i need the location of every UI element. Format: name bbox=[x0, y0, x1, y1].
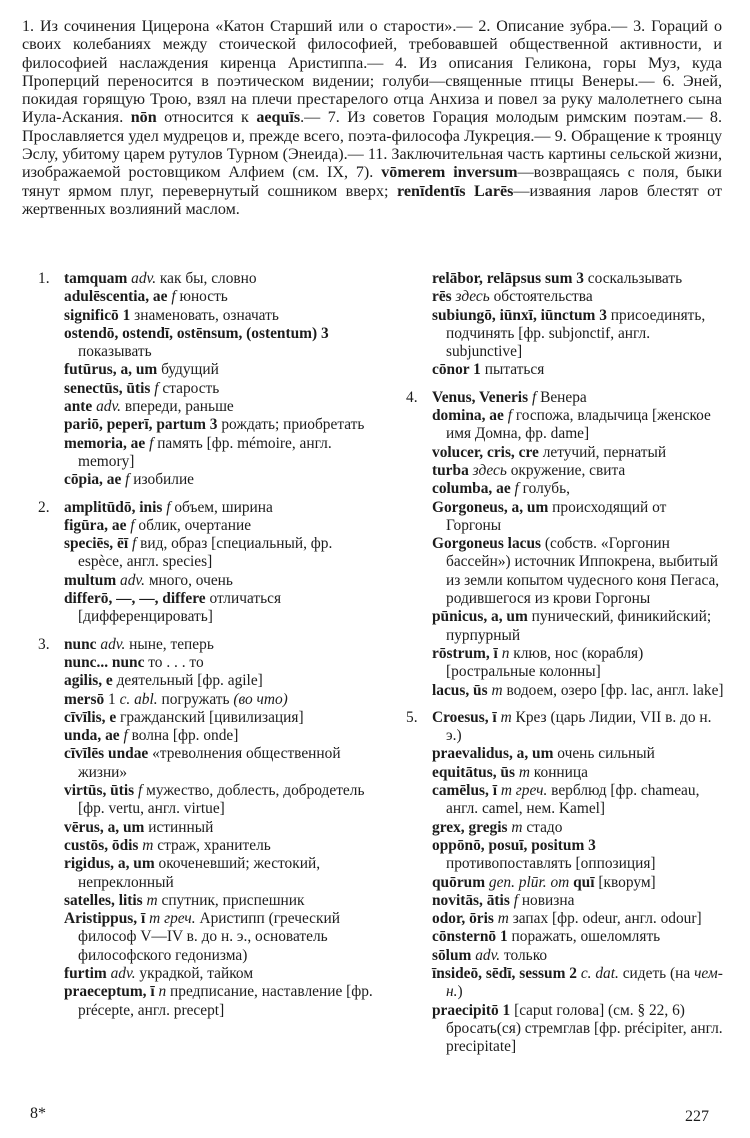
vocabulary-entry: oppōnō, posuī, positum 3 противопоставлять [оппозиция] bbox=[432, 836, 656, 873]
vocabulary-entry: memoria, ae f память [фр. mémoire, англ. memory] bbox=[64, 434, 332, 470]
signature-mark: 8* bbox=[30, 1105, 46, 1122]
vocabulary-entry: multum adv. много, очень bbox=[64, 571, 233, 589]
section-gap bbox=[30, 627, 375, 636]
section-number: 3. bbox=[38, 635, 50, 653]
vocabulary-entry: Venus, Veneris f Венера bbox=[432, 388, 587, 406]
vocabulary-entry: ante adv. впереди, раньше bbox=[64, 398, 234, 416]
section-gap bbox=[30, 490, 375, 499]
vocabulary-entry: rēs здесь обстоятельства bbox=[432, 288, 593, 306]
vocabulary-entry: differō, —, —, differe отличаться [дифференцировать] bbox=[64, 590, 282, 626]
vocabulary-entry: rōstrum, ī n клюв, нос (корабля) [ростральные колонны] bbox=[432, 644, 644, 681]
vocabulary-entry: cīvīlis, e гражданский [цивилизация] bbox=[64, 708, 304, 726]
section-number: 4. bbox=[406, 388, 418, 406]
vocabulary-section bbox=[398, 389, 725, 700]
vocabulary-entry: satelles, litis m спутник, приспешник bbox=[64, 891, 305, 909]
vocabulary-entry: adulēscentia, ae f юность bbox=[64, 288, 228, 306]
section-number: 1. bbox=[38, 270, 50, 287]
vocabulary-entry: praeceptum, ī n предписание, наставление [фр. précepte, англ. precept] bbox=[64, 983, 373, 1019]
vocabulary-entry: odor, ōris m запах [фр. odeur, англ. odour] bbox=[432, 910, 702, 928]
vocabulary-entry: mersō 1 c. abl. погружать (во что) bbox=[64, 690, 288, 708]
vocabulary-entry: unda, ae f волна [фр. onde] bbox=[64, 727, 239, 745]
vocabulary-entry: speciēs, ēī f вид, образ [специальный, фр. espèce, англ. species] bbox=[64, 535, 333, 571]
vocabulary-entry: furtim adv. украдкой, тайком bbox=[64, 964, 254, 982]
vocabulary-section bbox=[398, 709, 725, 1057]
vocabulary-entry: futūrus, a, um будущий bbox=[64, 361, 219, 379]
vocabulary-entry: domina, ae f госпожа, владычица [женское имя Домна, фр. dame] bbox=[432, 407, 711, 443]
vocabulary-entry: cōnor 1 пытаться bbox=[432, 361, 545, 379]
vocabulary-entry: vērus, a, um истинный bbox=[64, 818, 214, 836]
vocabulary-entry: praecipitō 1 [caput голова] (см. § 22, 6) бросать(ся) стремглав [фр. précipiter, англ. precipitate] bbox=[432, 1001, 723, 1056]
vocabulary-entry: ostendō, ostendī, ostēnsum, (ostentum) 3 показывать bbox=[64, 324, 329, 361]
vocabulary-entry: sōlum adv. только bbox=[432, 946, 548, 964]
vocabulary-entry: quōrum gen. plūr. om quī [кворум] bbox=[432, 873, 656, 891]
intro-paragraph: 1. Из сочинения Цицерона «Катон Старший или о старости».— 2. Описание зубра.— 3. Гораций о своих колебаниях между стоической философией, требовавшей общественной активности, и философией наслаждения киренца Аристиппа.— 4. Из описания Геликона, горы Муз, куда Проперций переносится в поэтическом видении; голуби—священные птицы Венеры.— 6. Эней, покидая горящую Трою, взял на плечи престарелого отца Анхиза и повел за руку малолетнего сына Иула-Аскания. nōn относится к aequīs.— 7. Из советов Горация молодым римским поэтам.— 8. Прославляется удел мудрецов и, прежде всего, поэта-философа Лукреция.— 9. Обращение к троянцу Эслу, убитому царем рутулов Турном (Энеида).— 11. Заключительная часть картины сельской жизни, изображаемой ростовщиком Алфием (см. IX, 7). vōmerem inversum—возвращаясь с поля, быки тянут ярмом плуг, перевернутый сошником вверх; renīdentīs Larēs—изваяния ларов блестят от жертвенных возлияний маслом. bbox=[22, 18, 722, 218]
vocabulary-entry: significō 1 знаменовать, означать bbox=[64, 306, 279, 324]
section-gap bbox=[398, 380, 725, 389]
vocabulary-section bbox=[30, 270, 375, 490]
vocabulary-entry: novitās, ātis f новизна bbox=[432, 891, 575, 909]
vocabulary-section bbox=[30, 636, 375, 1020]
vocabulary-entry: figūra, ae f облик, очертание bbox=[64, 516, 252, 534]
section-gap bbox=[398, 700, 725, 709]
vocabulary-entry: senectūs, ūtis f старость bbox=[64, 379, 220, 397]
vocabulary-entry: praevalidus, a, um очень сильный bbox=[432, 745, 655, 763]
vocabulary-entry: nunc adv. ныне, теперь bbox=[64, 635, 214, 653]
page-number: 227 bbox=[685, 1108, 709, 1125]
vocabulary-entry: equitātus, ūs m конница bbox=[432, 763, 588, 781]
vocabulary-entry: tamquam adv. как бы, словно bbox=[64, 270, 257, 287]
vocabulary-entry: īnsideō, sēdī, sessum 2 c. dat. сидеть (на чем-н.) bbox=[432, 964, 723, 1001]
vocabulary-entry: nunc... nunc то . . . то bbox=[64, 653, 204, 671]
vocabulary-entry: pūnicus, a, um пунический, финикийский; пурпурный bbox=[432, 608, 712, 644]
section-number: 5. bbox=[406, 708, 418, 726]
vocabulary-entry: virtūs, ūtis f мужество, доблесть, добродетель [фр. vertu, англ. virtue] bbox=[64, 782, 365, 818]
vocabulary-entry: Croesus, ī m Крез (царь Лидии, VII в. до н. э.) bbox=[432, 708, 712, 745]
vocabulary-entry: turba здесь окружение, свита bbox=[432, 461, 626, 479]
vocabulary-entry: lacus, ūs m водоем, озеро [фр. lac, англ. lake] bbox=[432, 681, 724, 699]
vocabulary-entry: columba, ae f голубь, bbox=[432, 480, 570, 498]
vocabulary-entry: volucer, cris, cre летучий, пернатый bbox=[432, 443, 667, 461]
vocabulary-entry: custōs, ōdis m страж, хранитель bbox=[64, 836, 271, 854]
vocabulary-entry: subiungō, iūnxī, iūnctum 3 присоединять, подчинять [фр. subjonctif, англ. subjunctive] bbox=[432, 306, 706, 361]
section-number: 2. bbox=[38, 498, 50, 516]
vocabulary-column-left bbox=[30, 270, 375, 1020]
vocabulary-entry: cōpia, ae f изобилие bbox=[64, 471, 195, 489]
vocabulary-entry: agilis, e деятельный [фр. agile] bbox=[64, 672, 263, 690]
vocabulary-entry: amplitūdō, inis f объем, ширина bbox=[64, 498, 273, 516]
vocabulary-entry: camēlus, ī m греч. верблюд [фр. chameau, англ. camel, нем. Kamel] bbox=[432, 782, 700, 818]
vocabulary-entry: Gorgoneus lacus (собств. «Горгонин бассейн») источник Иппокрена, выбитый из земли копытом чудесного коня Пегаса, родившегося из крови Горгоны bbox=[432, 535, 720, 608]
vocabulary-entry: grex, gregis m стадо bbox=[432, 818, 563, 836]
vocabulary-section bbox=[398, 270, 725, 380]
vocabulary-entry: cīvīlēs undae «треволнения общественной жизни» bbox=[64, 745, 341, 781]
vocabulary-entry: rigidus, a, um окоченевший; жестокий, непреклонный bbox=[64, 855, 321, 891]
vocabulary-entry: Gorgoneus, a, um происходящий от Горгоны bbox=[432, 498, 667, 534]
vocabulary-entry: pariō, peperī, partum 3 рождать; приобретать bbox=[64, 416, 365, 434]
vocabulary-column-right bbox=[398, 270, 725, 1056]
vocabulary-section bbox=[30, 499, 375, 627]
vocabulary-entry: cōnsternō 1 поражать, ошеломлять bbox=[432, 928, 661, 946]
vocabulary-entry: relābor, relāpsus sum 3 соскальзывать bbox=[432, 270, 683, 287]
vocabulary-entry: Aristippus, ī m греч. Аристипп (греческий философ V—IV в. до н. э., основатель философского гедонизма) bbox=[64, 910, 340, 964]
